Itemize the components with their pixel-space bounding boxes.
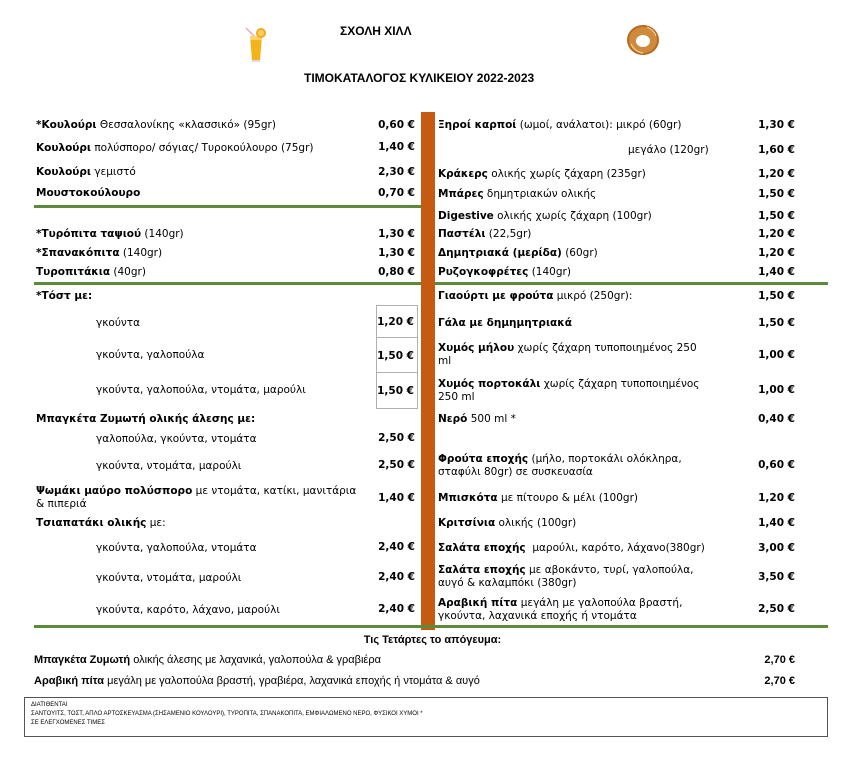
menu-price: 3,00 € <box>758 542 795 554</box>
menu-item: Κουλούρι γεμιστό <box>36 166 136 178</box>
menu-item: γκούντα <box>96 317 141 329</box>
menu-item: Σαλάτα εποχής με αβοκάντο, τυρί, γαλοπούλα, αυγό & καλαμπόκι (380gr) <box>438 564 694 589</box>
menu-item: Τυροπιτάκια (40gr) <box>36 266 146 278</box>
menu-item: Κράκερς ολικής χωρίς ζάχαρη (235gr) <box>438 168 646 180</box>
menu-price: 2,70 € <box>764 675 795 687</box>
page-title: ΤΙΜΟΚΑΤΑΛΟΓΟΣ ΚΥΛΙΚΕΙΟΥ 2022-2023 <box>304 71 535 85</box>
menu-price: 2,50 € <box>378 432 415 444</box>
menu-item: γκούντα, ντομάτα, μαρούλι <box>96 460 242 472</box>
menu-price: 1,30 € <box>378 228 415 240</box>
menu-price: 2,30 € <box>378 166 415 178</box>
menu-item: Χυμός πορτοκάλι χωρίς ζάχαρη τυποποιημένος 250 ml <box>438 378 700 403</box>
menu-price: 1,40 € <box>378 141 415 153</box>
menu-price: 1,00 € <box>758 349 795 361</box>
menu-price: 1,00 € <box>758 384 795 396</box>
orange-juice-icon <box>244 24 268 64</box>
menu-item: Παστέλι (22,5gr) <box>438 228 532 240</box>
menu-item: Αραβική πίτα μεγάλη με γαλοπούλα βραστή, γκούντα, λαχανικά εποχής ή ντομάτα <box>438 597 683 622</box>
section-divider <box>34 282 421 285</box>
menu-price: 1,50 € <box>758 317 795 329</box>
menu-price: 1,20 € <box>758 492 795 504</box>
menu-item: *Τυρόπιτα ταψιού (140gr) <box>36 228 184 240</box>
menu-item: Γιαούρτι με φρούτα μικρό (250gr): <box>438 290 633 302</box>
menu-item: Ξηροί καρποί (ωμοί, ανάλατοι): μικρό (60gr) <box>438 119 682 131</box>
menu-price: 2,50 € <box>758 603 795 615</box>
menu-item: Νερό 500 ml * <box>438 413 516 425</box>
section-divider <box>34 205 421 208</box>
menu-price: 1,50 € <box>758 188 795 200</box>
menu-item: γκούντα, γαλοπούλα, ντομάτα, μαρούλι <box>96 384 306 396</box>
menu-item: *Σπανακόπιτα (140gr) <box>36 247 163 259</box>
menu-price: 1,50 € <box>376 337 418 373</box>
menu-price: 1,50 € <box>758 290 795 302</box>
menu-item: Χυμός μήλου χωρίς ζάχαρη τυποποιημένος 250 ml <box>438 342 697 367</box>
menu-price: 1,20 € <box>758 247 795 259</box>
wednesday-heading: Τις Τετάρτες το απόγευμα: <box>363 634 502 646</box>
menu-price: 1,50 € <box>758 210 795 222</box>
menu-item: γκούντα, καρότο, λάχανο, μαρούλι <box>96 604 280 616</box>
tsiapata-heading: Τσιαπατάκι ολικής με: <box>36 517 166 529</box>
menu-price: 2,50 € <box>378 459 415 471</box>
menu-price: 0,60 € <box>758 459 795 471</box>
menu-item: Μπάρες δημητριακών ολικής <box>438 188 597 200</box>
menu-price: 0,70 € <box>378 187 415 199</box>
menu-price: 2,40 € <box>378 571 415 583</box>
menu-price: 1,30 € <box>758 119 795 131</box>
toast-heading: *Τόστ με: <box>36 290 93 302</box>
menu-item: Μπισκότα με πίτουρο & μέλι (100gr) <box>438 492 638 504</box>
menu-price: 2,70 € <box>764 654 795 666</box>
section-divider <box>435 282 828 285</box>
menu-price: 1,60 € <box>758 144 795 156</box>
menu-price: 0,80 € <box>378 266 415 278</box>
menu-item: γκούντα, γαλοπούλα, ντομάτα <box>96 542 257 554</box>
school-name: ΣΧΟΛΗ ΧΙΛΛ <box>340 24 412 38</box>
note-line: ΣΕ ΕΛΕΓΧΟΜΕΝΕΣ ΤΙΜΕΣ <box>31 720 106 726</box>
menu-price: 1,40 € <box>378 492 415 504</box>
menu-item: Γάλα με δημημητριακά <box>438 317 572 329</box>
menu-price: 1,20 € <box>376 305 418 338</box>
menu-price: 1,20 € <box>758 168 795 180</box>
baguette-heading: Μπαγκέτα Ζυμωτή ολικής άλεσης με: <box>36 413 256 425</box>
menu-item: Φρούτα εποχής (μήλο, πορτοκάλι ολόκληρα, σταφύλι 80gr) σε συσκευασία <box>438 453 682 478</box>
menu-price: 2,40 € <box>378 541 415 553</box>
menu-item: Κριτσίνια ολικής (100gr) <box>438 517 577 529</box>
menu-price: 1,40 € <box>758 517 795 529</box>
koulouri-icon <box>625 22 661 58</box>
availability-note <box>24 697 828 737</box>
note-line: ΔΙΑΤΙΘΕΝΤΑΙ <box>31 702 68 708</box>
menu-item: γαλοπούλα, γκούντα, ντομάτα <box>96 433 257 445</box>
menu-price: 1,40 € <box>758 266 795 278</box>
menu-price: 0,40 € <box>758 413 795 425</box>
menu-price: 1,20 € <box>758 228 795 240</box>
menu-price: 0,60 € <box>378 119 415 131</box>
menu-price: 1,30 € <box>378 247 415 259</box>
menu-item: Αραβική πίτα μεγάλη με γαλοπούλα βραστή, γραβιέρα, λαχανικά εποχής ή ντομάτα & αυγό <box>34 675 480 687</box>
section-divider <box>34 625 828 628</box>
menu-item: γκούντα, ντομάτα, μαρούλι <box>96 572 242 584</box>
menu-item: Σαλάτα εποχής μαρούλι, καρότο, λάχανο(380gr) <box>438 542 705 554</box>
menu-price: 1,50 € <box>376 372 418 409</box>
note-line: ΣΑΝΤΟΥΙΤΣ, ΤΟΣΤ, ΑΠΛΟ ΑΡΤΟΣΚΕΥΑΣΜΑ (ΣΗΣΑΜΕΝΙΟ ΚΟΥΛΟΥΡΙ), ΤΥΡΟΠΙΤΑ, ΣΠΑΝΑΚΟΠΙΤΑ, ΕΜΦΙΑΛΩΜΕΝΟ ΝΕΡΟ, ΦΥΣΙΚΟΙ ΧΥΜΟΙ * <box>31 711 423 717</box>
menu-item: Ψωμάκι μαύρο πολύσπορο με ντομάτα, κατίκι, μανιτάρια & πιπεριά <box>36 485 357 510</box>
menu-item: γκούντα, γαλοπούλα <box>96 349 205 361</box>
menu-item: Μπαγκέτα Ζυμωτή ολικής άλεσης με λαχανικά, γαλοπούλα & γραβιέρα <box>34 654 381 666</box>
menu-item: Ρυζογκοφρέτες (140gr) <box>438 266 571 278</box>
menu-price: 3,50 € <box>758 571 795 583</box>
menu-item: *Κουλούρι Θεσσαλονίκης «κλασσικό» (95gr) <box>36 119 276 131</box>
menu-item: Digestive ολικής χωρίς ζάχαρη (100gr) <box>438 210 652 222</box>
menu-item: μεγάλο (120gr) <box>628 144 709 156</box>
menu-item: Μουστοκούλουρο <box>36 187 141 199</box>
center-divider-bar <box>421 112 435 630</box>
menu-item: Κουλούρι πολύσπορο/ σόγιας/ Τυροκούλουρο (75gr) <box>36 142 314 154</box>
menu-price: 2,40 € <box>378 603 415 615</box>
menu-item: Δημητριακά (μερίδα) (60gr) <box>438 247 598 259</box>
